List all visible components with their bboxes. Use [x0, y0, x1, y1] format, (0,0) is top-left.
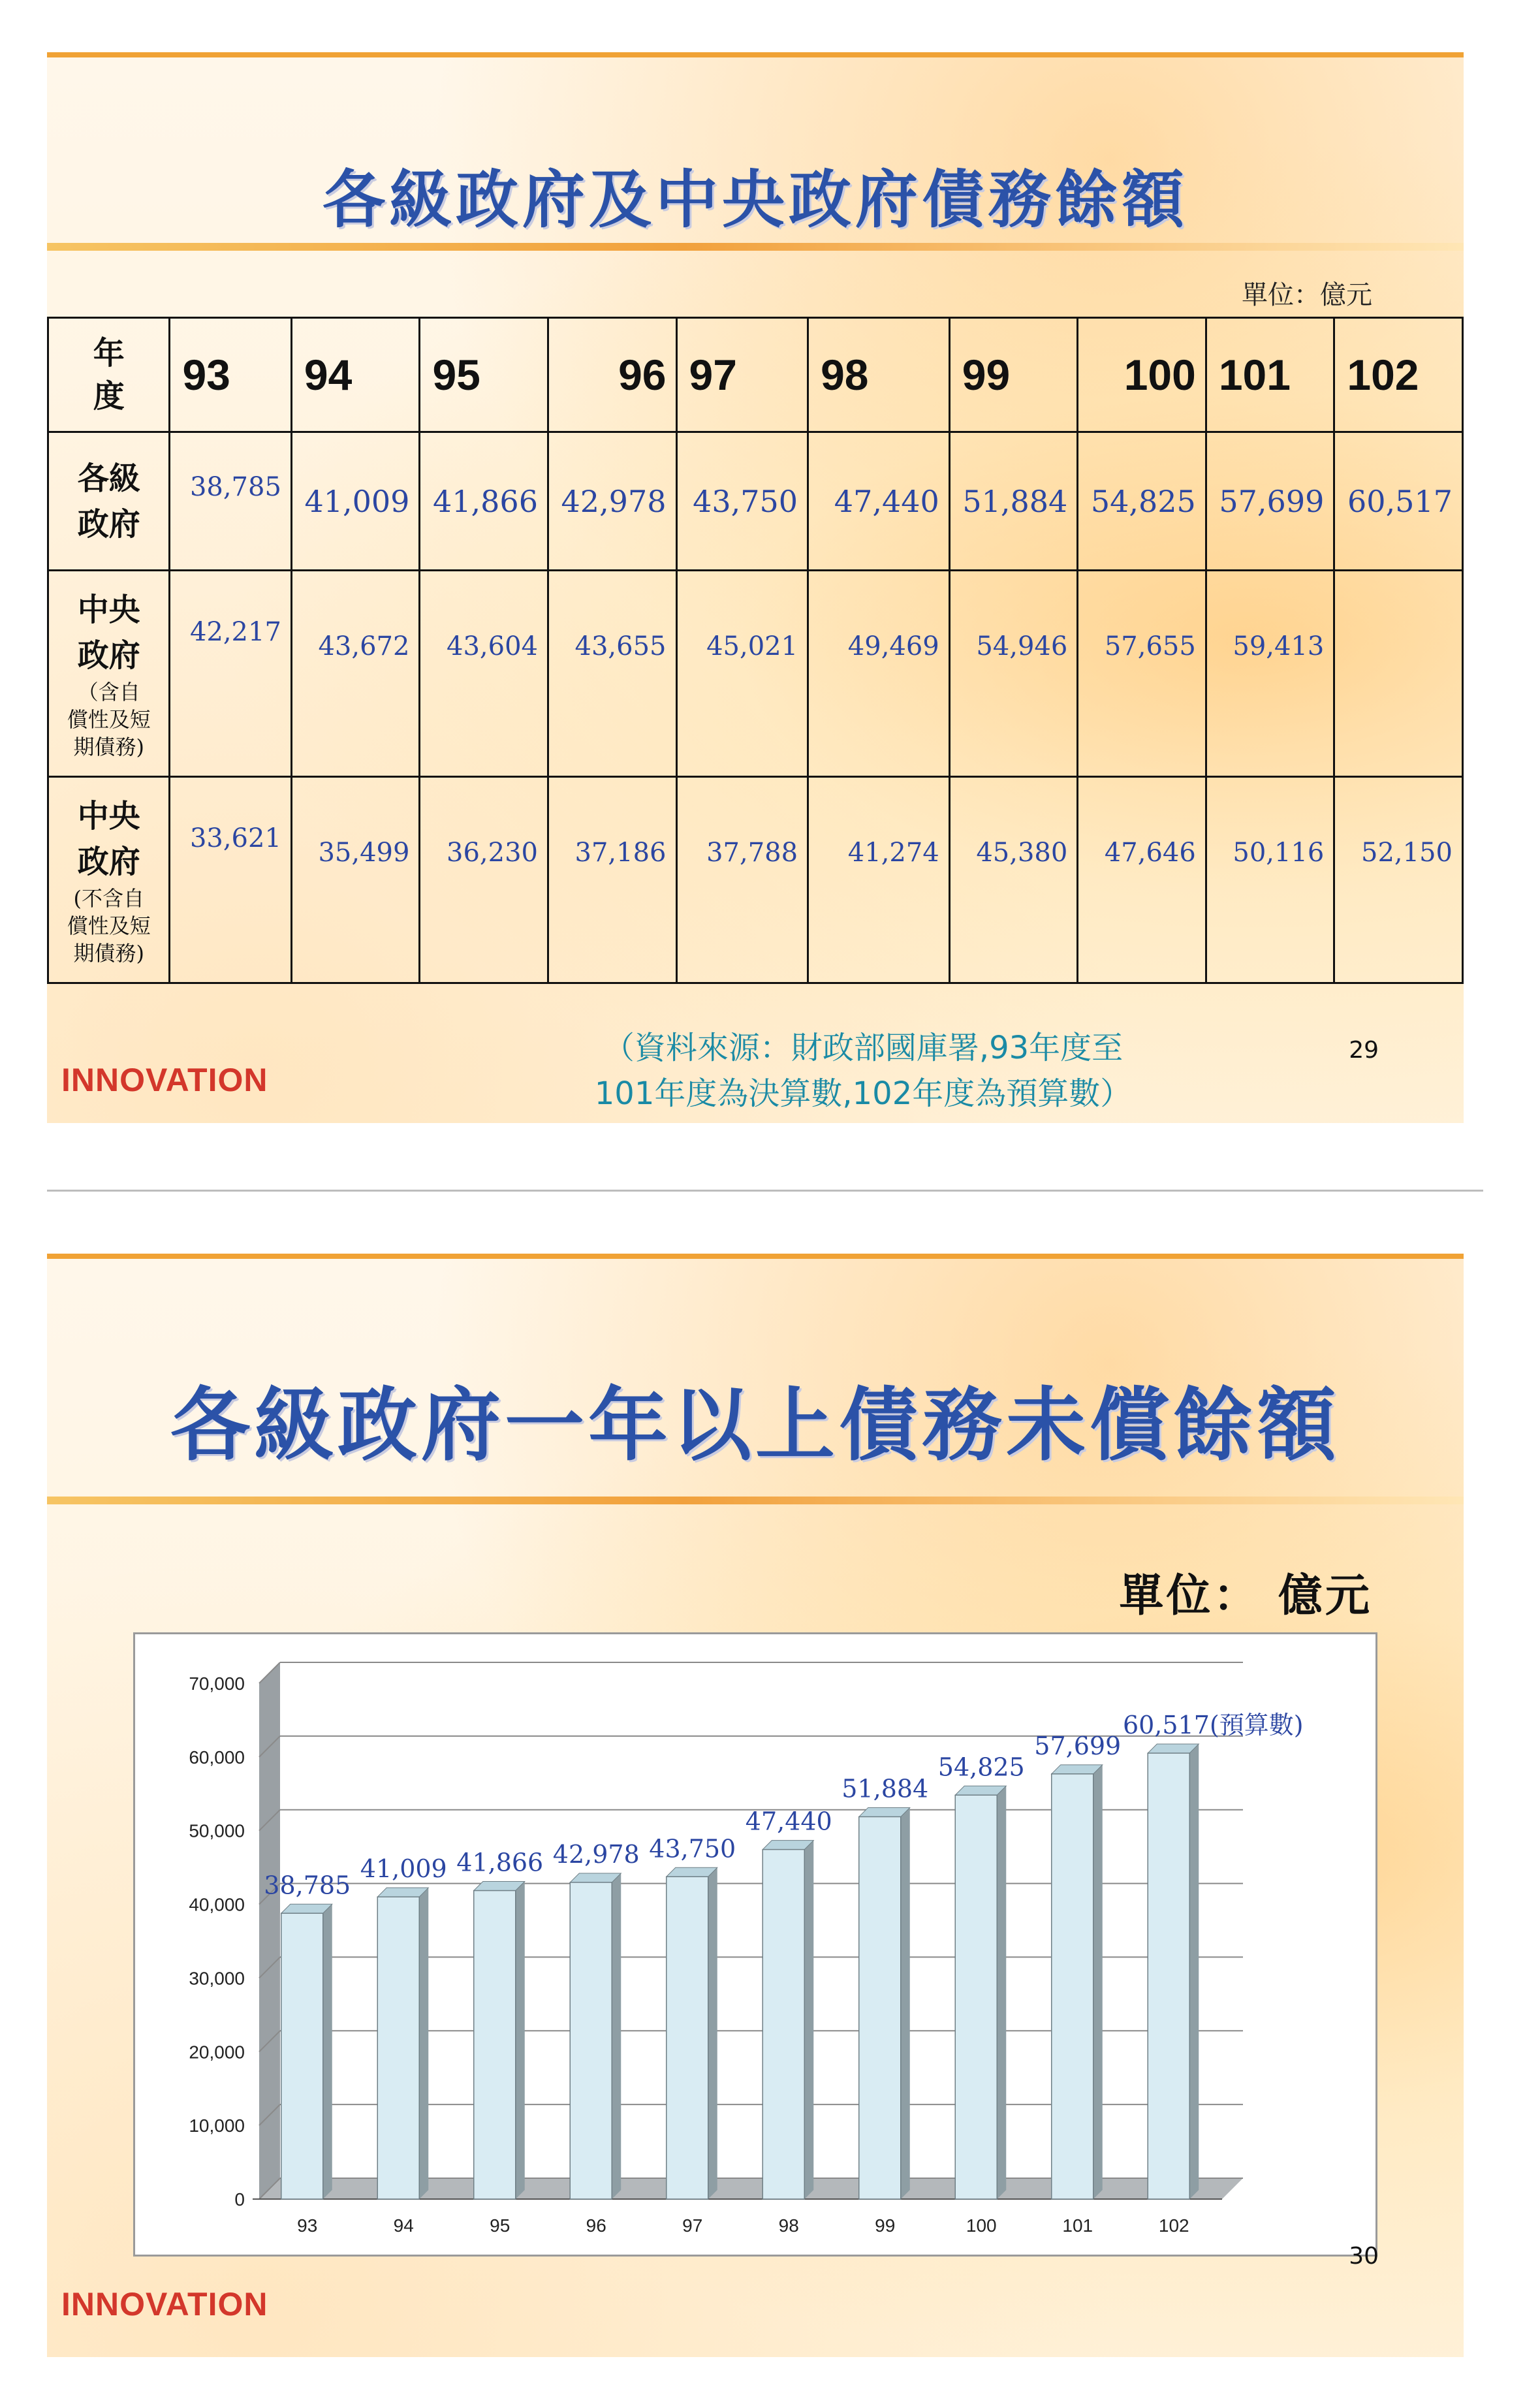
row-label: 中央 政府 [77, 591, 140, 674]
row-label-cell [48, 777, 170, 983]
bar-chart-frame [133, 1632, 1377, 2257]
value-cell [1334, 571, 1463, 777]
bar-top [570, 1873, 621, 1882]
chart-side-wall [259, 1662, 280, 2199]
x-tick-label: 94 [393, 2215, 414, 2236]
bar-side [1189, 1744, 1199, 2199]
data-label: 54,825 [937, 1752, 1025, 1782]
slide-top-rule [47, 1254, 1464, 1259]
value-cell: 43,604 [420, 571, 548, 777]
source-line-2: 101年度為決算數,102年度為預算數） [594, 1075, 1132, 1112]
y-tick-label: 60,000 [189, 1747, 245, 1767]
data-label: 41,009 [360, 1854, 447, 1884]
x-tick-label: 99 [875, 2215, 896, 2236]
bar-side [708, 1867, 717, 2199]
table-row [48, 777, 1463, 983]
y-tick-label: 30,000 [189, 1968, 245, 1989]
value-cell: 37,788 [676, 777, 808, 983]
value-cell: 42,217 [170, 571, 291, 777]
bar-side [419, 1888, 428, 2199]
slide-top-rule [47, 52, 1464, 57]
value-cell: 36,230 [420, 777, 548, 983]
data-label: 60,517(預算數) [1122, 1711, 1304, 1740]
y-tick-label: 50,000 [189, 1820, 245, 1841]
innovation-logo: INNOVATION [61, 2286, 268, 2322]
slide-debt-chart [47, 1254, 1464, 2357]
value-cell: 52,150 [1334, 777, 1463, 983]
value-cell: 50,116 [1206, 777, 1334, 983]
value-cell: 45,021 [676, 571, 808, 777]
source-note [406, 1025, 1320, 1117]
row-label: 各級 政府 [48, 432, 170, 571]
bar [859, 1816, 901, 2199]
table-row [48, 432, 1463, 571]
y-tick-label: 70,000 [189, 1673, 245, 1694]
year-header: 年 度 [48, 318, 170, 432]
bar-top [955, 1786, 1006, 1795]
x-tick-label: 102 [1158, 2215, 1189, 2236]
data-label: 43,750 [649, 1834, 736, 1863]
bar-side [901, 1807, 910, 2199]
year-cell: 102 [1334, 318, 1463, 432]
year-cell: 100 [1078, 318, 1206, 432]
title-underline [47, 243, 1464, 251]
row-label: 中央 政府 [77, 797, 140, 880]
data-label: 41,866 [456, 1848, 544, 1877]
value-cell: 41,274 [808, 777, 950, 983]
y-tick-label: 40,000 [189, 1894, 245, 1915]
slide-title: 各級政府及中央政府債務餘額 [322, 163, 1188, 236]
title-underline [47, 1497, 1464, 1504]
debt-table [47, 317, 1464, 984]
year-cell: 99 [949, 318, 1078, 432]
unit-label: 單位： 億元 [1119, 1570, 1372, 1622]
value-cell: 43,672 [291, 571, 420, 777]
value-cell: 57,655 [1078, 571, 1206, 777]
x-tick-label: 95 [490, 2215, 511, 2236]
bar-side [323, 1904, 332, 2199]
year-cell: 95 [420, 318, 548, 432]
page-separator [47, 1190, 1483, 1192]
value-cell: 37,186 [548, 777, 676, 983]
bar [570, 1882, 612, 2199]
bar-side [612, 1873, 621, 2199]
bar-top [474, 1882, 525, 1891]
page-number: 30 [1349, 2243, 1379, 2270]
value-cell: 43,750 [676, 432, 808, 571]
year-cell: 96 [548, 318, 676, 432]
value-cell: 47,646 [1078, 777, 1206, 983]
value-cell: 42,978 [548, 432, 676, 571]
bar-top [859, 1807, 910, 1816]
x-tick-label: 101 [1062, 2215, 1093, 2236]
value-cell: 38,785 [170, 432, 291, 571]
data-label: 42,978 [552, 1839, 640, 1869]
page-number: 29 [1349, 1037, 1379, 1064]
innovation-logo: INNOVATION [61, 1062, 268, 1098]
bar-top [281, 1904, 332, 1913]
bar-top [667, 1867, 717, 1877]
bar-top [1052, 1765, 1103, 1774]
bar [955, 1795, 997, 2199]
x-tick-label: 97 [682, 2215, 703, 2236]
unit-label: 單位：億元 [1242, 280, 1372, 310]
y-tick-label: 10,000 [189, 2116, 245, 2136]
value-cell: 60,517 [1334, 432, 1463, 571]
y-tick-label: 20,000 [189, 2042, 245, 2063]
x-tick-label: 96 [586, 2215, 606, 2236]
data-label: 38,785 [264, 1871, 351, 1900]
table-row [48, 571, 1463, 777]
bar-side [1093, 1765, 1103, 2199]
year-cell: 97 [676, 318, 808, 432]
bar-side [997, 1786, 1006, 2199]
bar [667, 1877, 708, 2199]
row-label-cell [48, 571, 170, 777]
bar [281, 1913, 323, 2199]
value-cell: 41,866 [420, 432, 548, 571]
value-cell: 54,825 [1078, 432, 1206, 571]
source-line-1: （資料來源：財政部國庫署,93年度至 [603, 1030, 1124, 1066]
value-cell: 59,413 [1206, 571, 1334, 777]
value-cell: 41,009 [291, 432, 420, 571]
bar [377, 1897, 419, 2199]
x-tick-label: 98 [778, 2215, 799, 2236]
slide-debt-table [47, 52, 1464, 1123]
bar [1148, 1753, 1189, 2199]
data-label: 51,884 [841, 1774, 929, 1803]
year-cell: 98 [808, 318, 950, 432]
x-tick-label: 100 [966, 2215, 997, 2236]
year-cell: 94 [291, 318, 420, 432]
bar-top [377, 1888, 428, 1897]
value-cell: 33,621 [170, 777, 291, 983]
value-cell: 47,440 [808, 432, 950, 571]
year-cell: 101 [1206, 318, 1334, 432]
bar-top [1148, 1744, 1199, 1753]
value-cell: 45,380 [949, 777, 1078, 983]
data-label: 57,699 [1034, 1731, 1122, 1760]
bar-side [516, 1882, 525, 2199]
bar [474, 1891, 516, 2199]
value-cell: 54,946 [949, 571, 1078, 777]
data-label: 47,440 [745, 1807, 832, 1836]
value-cell: 57,699 [1206, 432, 1334, 571]
value-cell: 35,499 [291, 777, 420, 983]
value-cell: 51,884 [949, 432, 1078, 571]
bar-side [804, 1841, 813, 2199]
row-sublabel: (不含自 償性及短 期債務) [67, 885, 151, 966]
bar-top [762, 1841, 813, 1850]
value-cell: 43,655 [548, 571, 676, 777]
bar [1052, 1774, 1093, 2199]
y-tick-label: 0 [234, 2189, 245, 2210]
slide-title: 各級政府一年以上債務未償餘額 [170, 1378, 1340, 1472]
bar [762, 1850, 804, 2199]
table-header-row [48, 318, 1463, 432]
year-cell: 93 [170, 318, 291, 432]
value-cell: 49,469 [808, 571, 950, 777]
x-tick-label: 93 [297, 2215, 318, 2236]
bar-chart [135, 1634, 1375, 2255]
row-sublabel: （含自 償性及短 期債務) [67, 679, 151, 759]
